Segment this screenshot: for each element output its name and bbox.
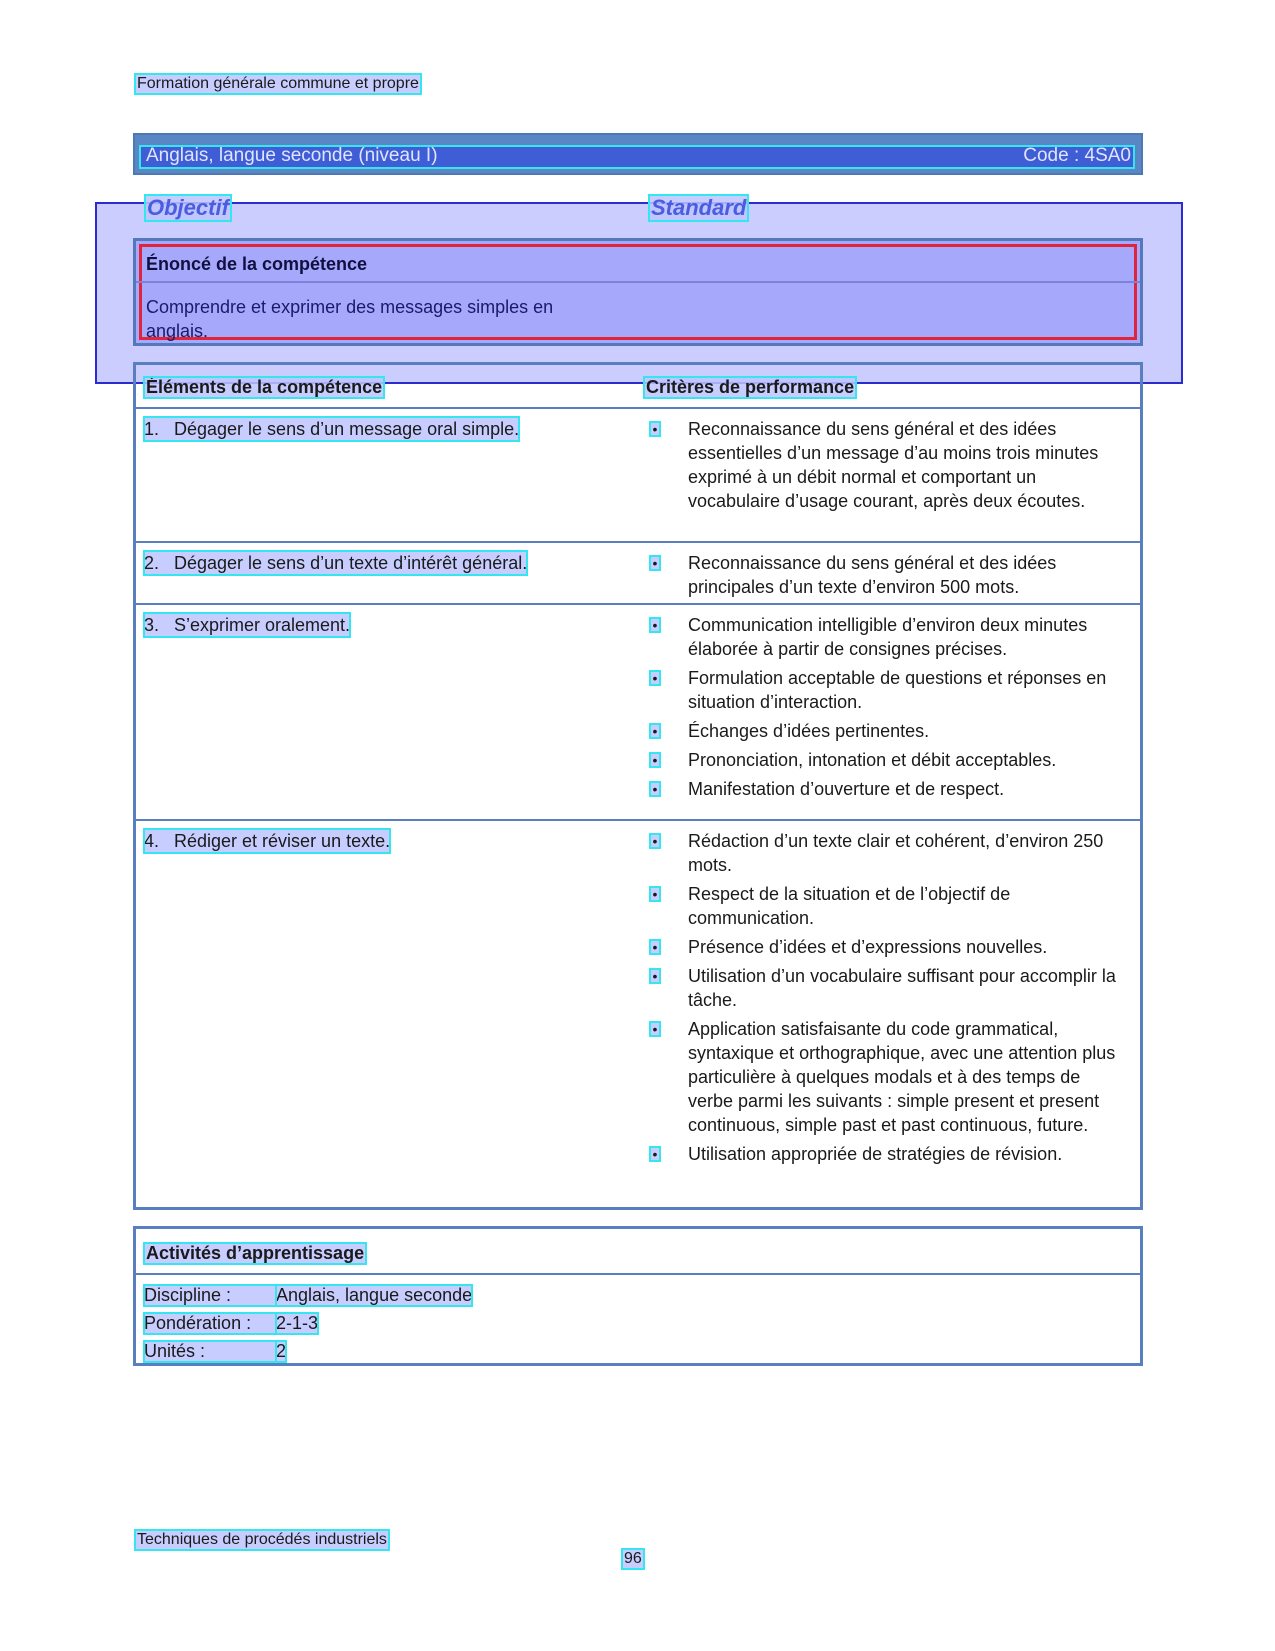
element-text: Dégager le sens d’un message oral simple. — [174, 419, 520, 439]
criteria-item — [650, 719, 1120, 743]
criteria-item — [650, 417, 1120, 513]
criteria-text: Prononciation, intonation et débit acceptables. — [688, 750, 1057, 770]
criteria-item — [650, 829, 1120, 877]
course-title: Anglais, langue seconde (niveau I) — [146, 145, 438, 166]
activites-key: Unités : — [144, 1341, 276, 1362]
criteria-text: Utilisation d’un vocabulaire suffisant pour accomplir la tâche. — [688, 966, 1116, 1010]
bullet-icon: • — [650, 1022, 660, 1036]
enonce-label: Énoncé de la compétence — [146, 254, 368, 274]
activites-row-unites — [144, 1341, 286, 1362]
bullet-icon: • — [650, 887, 660, 901]
criteria-item — [650, 777, 1120, 801]
criteria-item — [650, 613, 1120, 661]
activites-value: 2-1-3 — [276, 1313, 319, 1333]
enonce-text: Comprendre et exprimer des messages simples en anglais. — [146, 297, 554, 341]
activites-title: Activités d’apprentissage — [146, 1243, 365, 1263]
criteria-item — [650, 1142, 1120, 1166]
element-number: 2. — [144, 553, 160, 573]
objectif-heading: Objectif — [147, 195, 229, 220]
element-number: 1. — [144, 419, 160, 439]
element-text: Rédiger et réviser un texte. — [174, 831, 391, 851]
course-banner — [133, 133, 1143, 175]
row-divider — [136, 541, 1140, 543]
criteria-list — [650, 417, 1120, 518]
activites-key: Discipline : — [144, 1285, 276, 1306]
element-item — [144, 417, 519, 441]
bullet-icon: • — [650, 724, 660, 738]
criteria-list — [650, 613, 1120, 806]
enonce-box — [133, 238, 1143, 346]
criteria-text: Utilisation appropriée de stratégies de révision. — [688, 1144, 1063, 1164]
criteria-item — [650, 935, 1120, 959]
page-number: 96 — [624, 1550, 642, 1567]
header-divider — [136, 407, 1140, 409]
criteria-text: Présence d’idées et d’expressions nouvelles. — [688, 937, 1048, 957]
criteria-item — [650, 882, 1120, 930]
bullet-icon: • — [650, 1147, 660, 1161]
col-header-criteres: Critères de performance — [646, 377, 855, 397]
element-item — [144, 613, 350, 637]
enonce-divider — [136, 281, 1140, 283]
col-header-elements: Éléments de la compétence — [146, 377, 383, 397]
element-item — [144, 829, 390, 853]
activites-box — [133, 1226, 1143, 1366]
activites-value: 2 — [276, 1341, 287, 1361]
bullet-icon: • — [650, 422, 660, 436]
criteria-item — [650, 964, 1120, 1012]
bullet-icon: • — [650, 834, 660, 848]
row-divider — [136, 819, 1140, 821]
element-item — [144, 551, 527, 575]
criteria-list — [650, 551, 1120, 604]
criteria-text: Rédaction d’un texte clair et cohérent, d’environ 250 mots. — [688, 831, 1104, 875]
criteria-text: Application satisfaisante du code grammatical, syntaxique et orthographique, avec une attention plus particulière à quelques modals et à des temps de verbe parmi les suivants : simple present et present continuous, simple past et past continuous, future. — [688, 1019, 1116, 1135]
element-number: 3. — [144, 615, 160, 635]
criteria-text: Reconnaissance du sens général et des idées essentielles d’un message d’au moins trois minutes exprimé à un débit normal et comportant un vocabulaire d’usage courant, après deux écoutes. — [688, 419, 1099, 511]
criteria-item — [650, 748, 1120, 772]
criteria-item — [650, 1017, 1120, 1137]
activites-row-discipline — [144, 1285, 472, 1306]
activites-key: Pondération : — [144, 1313, 276, 1334]
criteria-text: Échanges d’idées pertinentes. — [688, 721, 930, 741]
element-text: S’exprimer oralement. — [174, 615, 351, 635]
bullet-icon: • — [650, 782, 660, 796]
activites-row-ponderation — [144, 1313, 318, 1334]
element-number: 4. — [144, 831, 160, 851]
criteria-list — [650, 829, 1120, 1171]
criteria-text: Formulation acceptable de questions et réponses en situation d’interaction. — [688, 668, 1107, 712]
bullet-icon: • — [650, 753, 660, 767]
criteria-text: Respect de la situation et de l’objectif de communication. — [688, 884, 1011, 928]
criteria-item — [650, 666, 1120, 714]
bullet-icon: • — [650, 556, 660, 570]
course-code: Code : 4SA0 — [1023, 145, 1131, 166]
criteria-text: Reconnaissance du sens général et des idées principales d’un texte d’environ 500 mots. — [688, 553, 1057, 597]
criteria-item — [650, 551, 1120, 599]
bullet-icon: • — [650, 618, 660, 632]
bullet-icon: • — [650, 940, 660, 954]
running-title: Formation générale commune et propre — [137, 75, 419, 92]
bullet-icon: • — [650, 671, 660, 685]
criteria-text: Communication intelligible d’environ deux minutes élaborée à partir de consignes précises. — [688, 615, 1088, 659]
activites-value: Anglais, langue seconde — [276, 1285, 473, 1305]
standard-heading: Standard — [651, 195, 747, 220]
element-text: Dégager le sens d’un texte d’intérêt général. — [174, 553, 528, 573]
bullet-icon: • — [650, 969, 660, 983]
elements-table — [133, 362, 1143, 1210]
footer-program: Techniques de procédés industriels — [137, 1531, 387, 1548]
criteria-text: Manifestation d’ouverture et de respect. — [688, 779, 1005, 799]
activites-divider — [136, 1273, 1140, 1275]
